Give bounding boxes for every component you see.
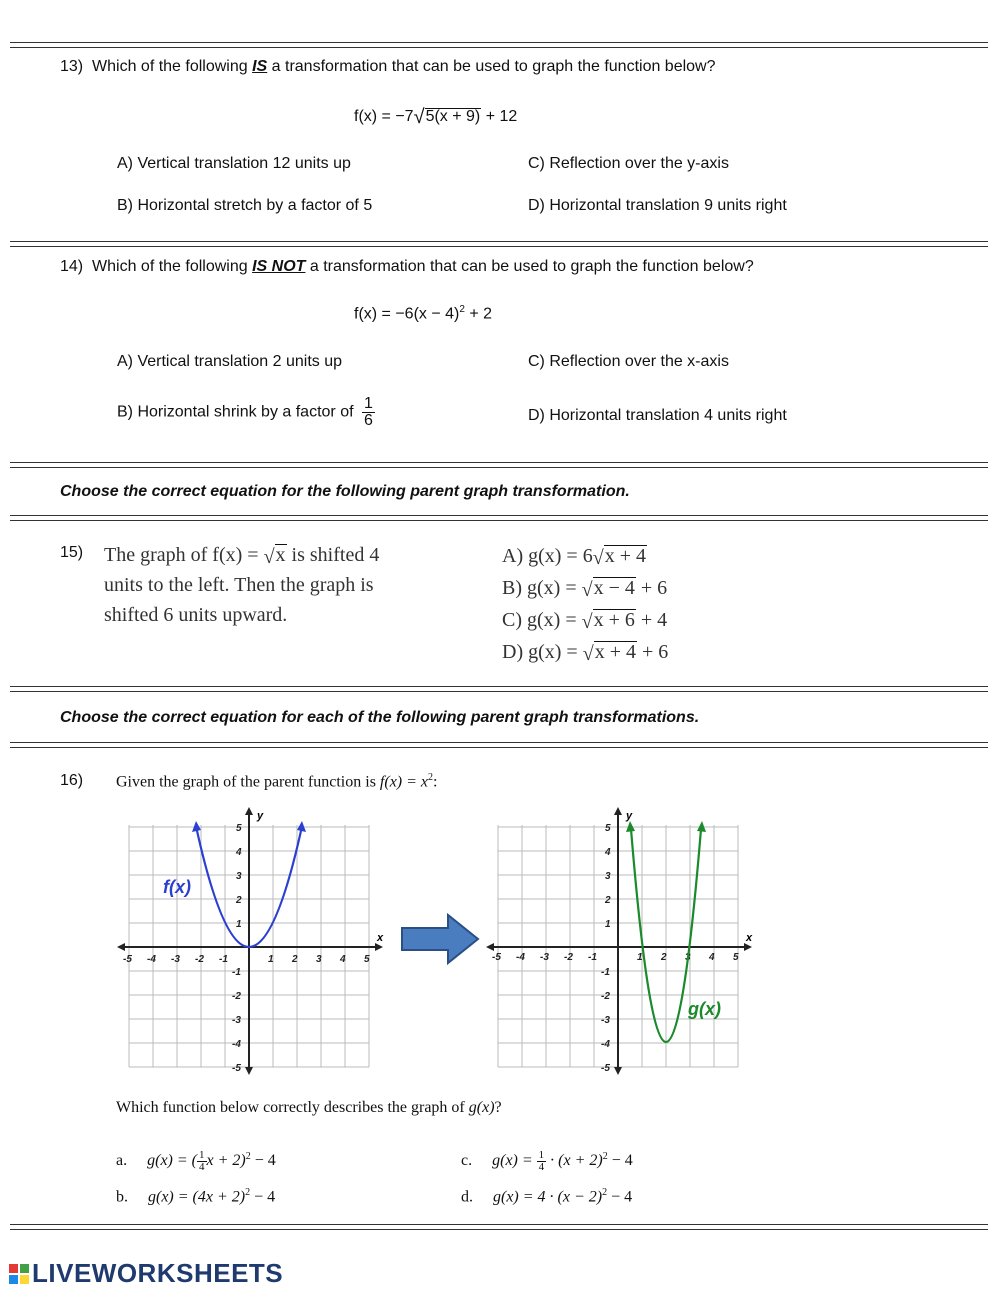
svg-text:2: 2 [661,952,667,963]
svg-text:1: 1 [637,952,643,963]
q15-stem: The graph of f(x) = √x is shifted 4 units to the left. Then the graph is shifted 6 units upward. [104,544,380,626]
gx-label: g(x) [688,999,721,1019]
svg-text:5: 5 [236,823,242,834]
svg-text:3: 3 [605,871,611,882]
liveworksheets-icon [8,1262,30,1286]
q16-option-a[interactable]: a. g(x) = ( $\frac{1}{4}$ x + 2)$^2$ − 4 [116,1149,276,1173]
brand-logo[interactable] [8,1258,283,1289]
axis-x-label: x [377,932,384,944]
svg-text:4: 4 [340,954,346,965]
axis-y-label: y [257,810,264,822]
svg-text:-3: -3 [171,954,180,965]
svg-text:1: 1 [268,954,274,965]
svg-text:-2: -2 [195,954,204,965]
svg-text:2: 2 [605,895,611,906]
q15-options [502,540,668,668]
divider [10,462,988,468]
svg-text:-2: -2 [564,952,573,963]
svg-text:-1: -1 [588,952,597,963]
svg-text:-1: -1 [232,967,241,978]
q16-option-b[interactable]: b. $g(x) = (4x + 2)^2 - 4$ [116,1187,276,1206]
q16-number: 16) [60,772,84,789]
x-tick-labels [123,954,370,965]
x-tick-labels [492,952,739,963]
divider [10,42,988,48]
svg-text:-4: -4 [147,954,156,965]
svg-text:1: 1 [236,919,242,930]
svg-text:-3: -3 [601,1015,610,1026]
transform-arrow-icon [400,912,482,966]
x-axis-arrow-icon [375,943,383,951]
q15-option-a[interactable]: A) g(x) = 6√x + 4 [502,545,646,569]
q14-prompt: 14) Which of the following IS NOT a transformation that can be used to graph the function below? [60,258,754,275]
svg-text:-2: -2 [601,991,610,1002]
q16-given: Given the graph of the parent function is $f(x) = x^2$: [116,772,438,791]
svg-text:-5: -5 [232,1063,241,1074]
svg-text:-5: -5 [123,954,132,965]
parent-graph [115,805,387,1075]
fx-label: f(x) [163,877,191,897]
svg-text:-5: -5 [601,1063,610,1074]
q16-question: Which function below correctly describes the graph of g(x)? [116,1099,502,1116]
divider [10,686,988,692]
svg-text:5: 5 [364,954,370,965]
q14-option-b[interactable]: B) Horizontal shrink by a factor of $\frac{1}{6}$ [117,395,373,429]
q14-equation: $f(x) = -6(x - 4)^2 + 2$ [354,304,493,323]
divider [10,241,988,247]
y-tick-labels [601,823,611,1074]
q15-option-c[interactable]: C) g(x) = √x + 6 + 4 [502,609,668,633]
section-instruction: Choose the correct equation for the following parent graph transformation. [60,483,630,500]
divider [10,742,988,748]
svg-text:4: 4 [605,847,611,858]
q14-option-c[interactable]: C) Reflection over the x-axis [528,353,729,370]
svg-text:3: 3 [316,954,322,965]
q15-option-b[interactable]: B) g(x) = √x − 4 + 6 [502,577,668,601]
y-axis-arrow-icon [614,807,622,815]
svg-text:5: 5 [733,952,739,963]
q16-option-c[interactable]: c. g(x) = $\frac{1}{4}$ · $(x + 2)^2 - 4$ [461,1149,633,1173]
svg-text:2: 2 [236,895,242,906]
x-axis-arrow-icon [744,943,752,951]
brand-name: LIVEWORKSHEETS [32,1258,284,1288]
q14-option-d[interactable]: D) Horizontal translation 4 units right [528,407,787,424]
y-tick-labels [232,823,242,1074]
svg-text:-4: -4 [601,1039,610,1050]
axis-y-label: y [626,810,633,822]
svg-text:3: 3 [685,952,691,963]
svg-text:1: 1 [605,919,611,930]
svg-text:-3: -3 [540,952,549,963]
svg-text:-5: -5 [492,952,501,963]
q13-equation: f(x) = −7√5(x + 9) + 12 [354,106,518,128]
svg-text:5: 5 [605,823,611,834]
q13-prompt: 13) Which of the following IS a transformation that can be used to graph the function below? [60,58,716,75]
transformed-graph [484,805,756,1075]
q13-option-c[interactable]: C) Reflection over the y-axis [528,155,729,172]
svg-text:4: 4 [236,847,242,858]
q15-number: 15) [60,544,84,561]
svg-text:-3: -3 [232,1015,241,1026]
section-instruction: Choose the correct equation for each of the following parent graph transformations. [60,709,700,726]
divider [10,515,988,521]
svg-text:4: 4 [709,952,715,963]
q13-option-a[interactable]: A) Vertical translation 12 units up [117,155,351,172]
divider [10,1224,988,1230]
svg-text:-4: -4 [232,1039,241,1050]
q15-option-d[interactable]: D) g(x) = √x + 4 + 6 [502,641,669,665]
svg-text:3: 3 [236,871,242,882]
svg-text:-4: -4 [516,952,525,963]
q13-option-d[interactable]: D) Horizontal translation 9 units right [528,197,787,214]
q13-option-b[interactable]: B) Horizontal stretch by a factor of 5 [117,197,373,214]
q16-option-d[interactable]: d. $g(x) = 4 \cdot (x - 2)^2 - 4$ [461,1187,633,1206]
axis-x-label: x [746,932,753,944]
svg-text:-2: -2 [232,991,241,1002]
svg-text:-1: -1 [219,954,228,965]
y-axis-arrow-icon [245,807,253,815]
svg-text:2: 2 [292,954,298,965]
svg-text:-1: -1 [601,967,610,978]
q14-option-a[interactable]: A) Vertical translation 2 units up [117,353,343,370]
